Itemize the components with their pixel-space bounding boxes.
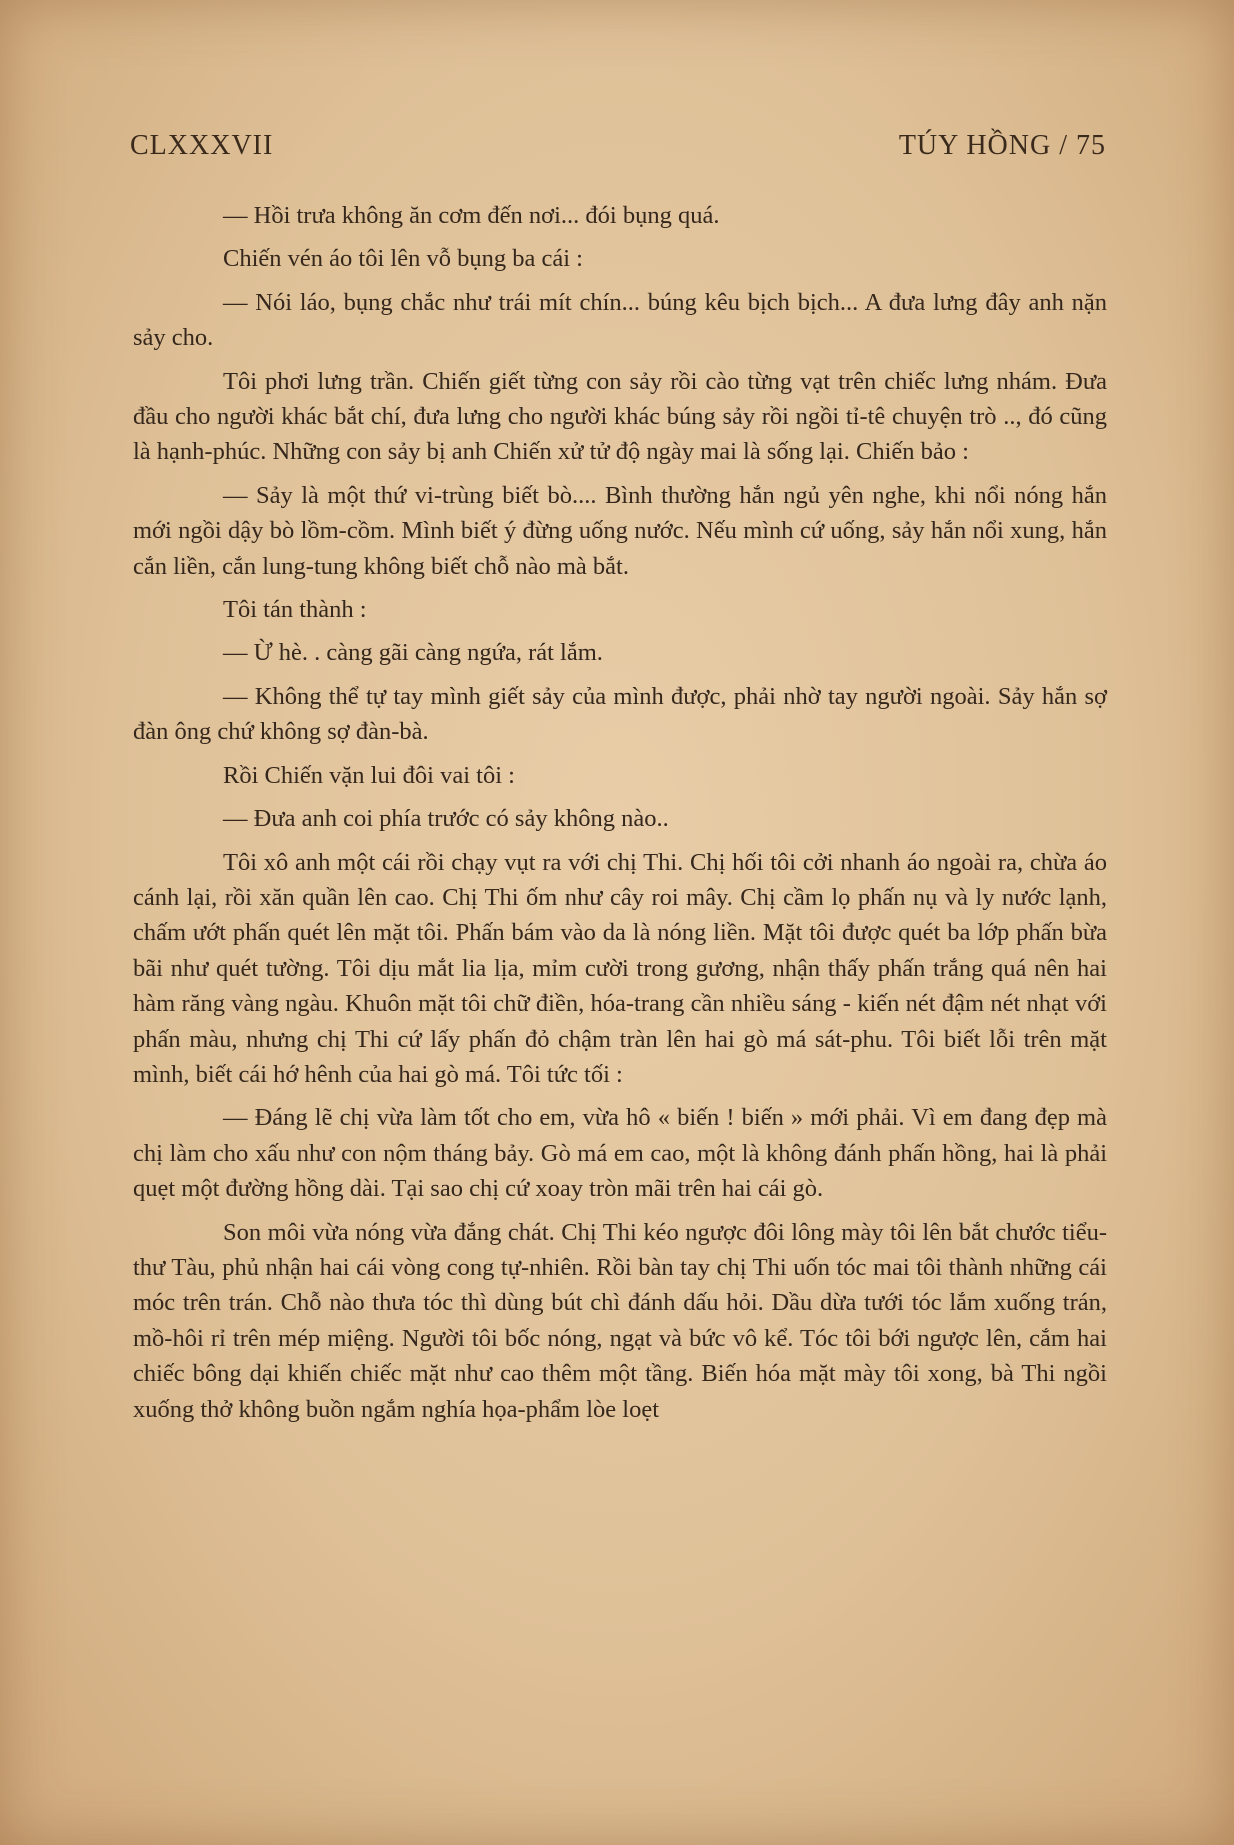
paragraph: — Đáng lẽ chị vừa làm tốt cho em, vừa hô « biến ! biến » mới phải. Vì em đang đẹp mà chị làm cho xấu như con nộm tháng bảy. Gò má em cao, một là không đánh phấn hồng, hai là phải quẹt một đường hồng dài. Tại sao chị cứ xoay tròn mãi trên hai cái gò. xyxy=(133,1104,1107,1203)
paragraph: Son môi vừa nóng vừa đắng chát. Chị Thi kéo ngược đôi lông mày tôi lên bắt chước tiểu-thư Tàu, phủ nhận hai cái vòng cong tự-nhiên. Rồi bàn tay chị Thi uốn tóc mai tôi thành những cái móc trên trán. Chỗ nào thưa tóc thì dùng bút chì đánh dấu hỏi. Dầu dừa tưới tóc lắm xuống trán, mồ-hôi rỉ trên mép miệng. Người tôi bốc nóng, ngạt và bức vô kể. Tóc tôi bới ngược lên, cắm hai chiếc bông dại khiến chiếc mặt như cao thêm một tầng. Biến hóa mặt mày tôi xong, bà Thi ngồi xuống thở không buồn ngắm nghía họa-phẩm lòe loẹt xyxy=(133,1218,1107,1423)
paragraph: Tôi tán thành : xyxy=(223,596,367,624)
paragraph: — Ừ hè. . càng gãi càng ngứa, rát lắm. xyxy=(223,639,603,667)
paragraph: — Nói láo, bụng chắc như trái mít chín... búng kêu bịch bịch... A đưa lưng đây anh nặn sảy cho. xyxy=(133,288,1107,352)
paragraph: — Hồi trưa không ăn cơm đến nơi... đói bụng quá. xyxy=(223,202,720,229)
running-title: TÚY HỒNG / 75 xyxy=(898,130,1106,161)
chapter-number: CLXXXVII xyxy=(130,130,274,161)
paragraph: Tôi xô anh một cái rồi chạy vụt ra với chị Thi. Chị hối tôi cởi nhanh áo ngoài ra, chừa áo cánh lại, rồi xăn quần lên cao. Chị Thi ốm như cây roi mây. Chị cầm lọ phấn nụ và ly nước lạnh, chấm ướt phấn quét lên mặt tôi. Phấn bám vào da là nóng liền. Mặt tôi được quét ba lớp phấn bừa bãi như quét tường. Tôi dịu mắt lia lịa, mỉm cười trong gương, nhận thấy phấn trắng quá nên hai hàm răng vàng ngàu. Khuôn mặt tôi chữ điền, hóa-trang cần nhiều sáng - kiến nét đậm nét nhạt với phấn màu, nhưng chị Thi cứ lấy phấn đỏ chậm tràn lên hai gò má sát-phu. Tôi biết lỗi trên mặt mình, biết cái hớ hênh của hai gò má. Tôi tức tối : xyxy=(133,848,1107,1088)
paragraph: — Không thể tự tay mình giết sảy của mình được, phải nhờ tay người ngoài. Sảy hắn sợ đàn ông chứ không sợ đàn-bà. xyxy=(133,682,1107,746)
paragraph: — Sảy là một thứ vi-trùng biết bò.... Bình thường hắn ngủ yên nghe, khi nổi nóng hắn mới ngồi dậy bò lồm-cồm. Mình biết ý đừng uống nước. Nếu mình cứ uống, sảy hắn nổi xung, hắn cắn liền, cắn lung-tung không biết chỗ nào mà bắt. xyxy=(133,481,1107,580)
paragraph: Rồi Chiến vặn lui đôi vai tôi : xyxy=(223,761,515,789)
paragraph: Chiến vén áo tôi lên vỗ bụng ba cái : xyxy=(223,245,583,273)
paragraph: — Đưa anh coi phía trước có sảy không nào.. xyxy=(223,805,669,833)
paragraph: Tôi phơi lưng trần. Chiến giết từng con sảy rồi cào từng vạt trên chiếc lưng nhám. Đưa đầu cho người khác bắt chí, đưa lưng cho người khác búng sảy rồi ngồi tỉ-tê chuyện trò .., đó cũng là hạnh-phúc. Những con sảy bị anh Chiến xử tử độ ngày mai là sống lại. Chiến bảo : xyxy=(133,367,1107,466)
body-text xyxy=(133,198,1107,1435)
page-header xyxy=(130,130,1106,170)
